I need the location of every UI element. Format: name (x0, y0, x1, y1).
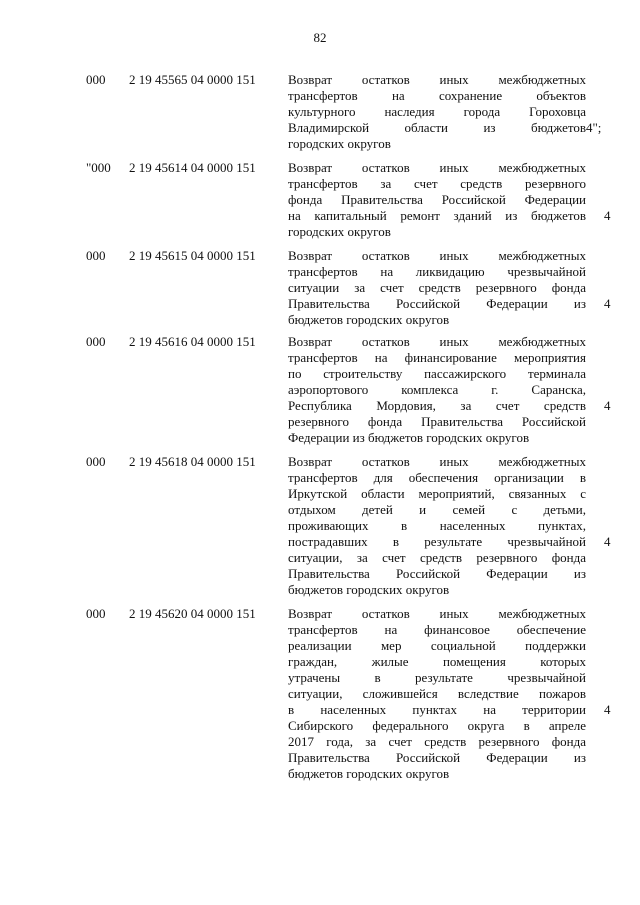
admin-code: 000 (86, 606, 106, 621)
admin-code: "000 (86, 160, 111, 175)
entry-description (288, 72, 586, 152)
description-line: культурного наследия города Гороховца (288, 104, 586, 119)
description-line: на капитальный ремонт зданий из бюджетов (288, 208, 586, 223)
entry-description (288, 606, 586, 782)
description-line: Возврат остатков иных межбюджетных (288, 248, 586, 263)
budget-classification-code: 2 19 45615 04 0000 151 (129, 248, 256, 263)
description-line: Иркутской области мероприятий, связанных с (288, 486, 586, 501)
admin-code: 000 (86, 454, 106, 469)
description-line: Правительства Российской Федерации из (288, 296, 586, 311)
description-line: трансфертов за счет средств резервного (288, 176, 586, 191)
description-line: 2017 года, за счет средств резервного фонда (288, 734, 586, 749)
description-line: пострадавших в результате чрезвычайной (288, 534, 586, 549)
description-line: Федерации из бюджетов городских округов (288, 430, 530, 445)
description-line: граждан, жилые помещения которых (288, 654, 586, 669)
budget-classification-code: 2 19 45565 04 0000 151 (129, 72, 256, 87)
entry-description (288, 248, 586, 328)
description-line: трансфертов на сохранение объектов (288, 88, 586, 103)
entry-description (288, 160, 586, 240)
description-line: трансфертов для обеспечения организации в (288, 470, 586, 485)
description-line: в населенных пунктах на территории (288, 702, 586, 717)
description-line: бюджетов городских округов (288, 312, 450, 327)
description-line: ситуации, сложившейся вследствие пожаров (288, 686, 586, 701)
description-line: трансфертов на финансовое обеспечение (288, 622, 586, 637)
entry-value: 4 (604, 702, 611, 717)
description-line: трансфертов на финансирование мероприятия (288, 350, 586, 365)
entry-description (288, 334, 586, 446)
entry-value: 4 (604, 296, 611, 311)
description-line: бюджетов городских округов (288, 582, 450, 597)
entry-value: 4 (604, 398, 611, 413)
description-line: по строительству пассажирского терминала (288, 366, 586, 381)
entry-description (288, 454, 586, 598)
admin-code: 000 (86, 334, 106, 349)
description-line: Возврат остатков иных межбюджетных (288, 334, 586, 349)
description-line: фонда Правительства Российской Федерации (288, 192, 586, 207)
entry-value: 4 (604, 534, 611, 549)
description-line: Возврат остатков иных межбюджетных (288, 454, 586, 469)
entry-value: 4 (604, 208, 611, 223)
description-line: отдыхом детей и семей с детьми, (288, 502, 586, 517)
description-line: реализации мер социальной поддержки (288, 638, 586, 653)
budget-classification-code: 2 19 45618 04 0000 151 (129, 454, 256, 469)
description-line: ситуации, за счет средств резервного фонда (288, 550, 586, 565)
description-line: Возврат остатков иных межбюджетных (288, 606, 586, 621)
description-line: Сибирского федерального округа в апреле (288, 718, 586, 733)
description-line: проживающих в населенных пунктах, (288, 518, 586, 533)
description-line: Правительства Российской Федерации из (288, 750, 586, 765)
admin-code: 000 (86, 72, 106, 87)
description-line: резервного фонда Правительства Российской (288, 414, 586, 429)
description-line: Возврат остатков иных межбюджетных (288, 72, 586, 87)
budget-classification-code: 2 19 45620 04 0000 151 (129, 606, 256, 621)
description-line: Возврат остатков иных межбюджетных (288, 160, 586, 175)
admin-code: 000 (86, 248, 106, 263)
description-line: Владимирской области из бюджетов (288, 120, 586, 135)
description-line: городских округов (288, 224, 391, 239)
closing-mark: 4"; (586, 120, 602, 135)
description-line: трансфертов на ликвидацию чрезвычайной (288, 264, 586, 279)
description-line: бюджетов городских округов (288, 766, 450, 781)
page-number: 82 (313, 30, 327, 45)
budget-classification-code: 2 19 45616 04 0000 151 (129, 334, 256, 349)
budget-classification-code: 2 19 45614 04 0000 151 (129, 160, 256, 175)
description-line: ситуации за счет средств резервного фонда (288, 280, 586, 295)
description-line: городских округов (288, 136, 391, 151)
description-line: аэропортового комплекса г. Саранска, (288, 382, 586, 397)
description-line: утрачены в результате чрезвычайной (288, 670, 586, 685)
description-line: Правительства Российской Федерации из (288, 566, 586, 581)
description-line: Республика Мордовия, за счет средств (288, 398, 586, 413)
